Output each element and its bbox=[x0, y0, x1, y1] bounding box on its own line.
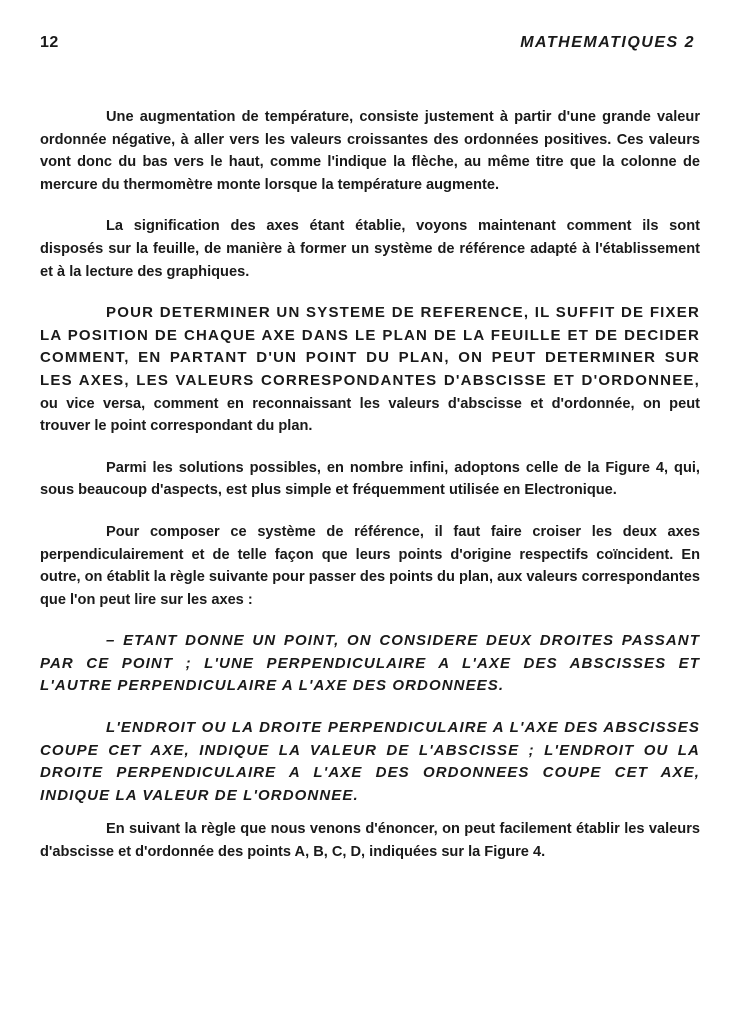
reference-system-rest: ou vice versa, comment en reconnaissant les valeurs d'abscisse et d'ordonnée, on peut trouver le point correspondant du plan. bbox=[40, 395, 700, 435]
reference-system-rule: POUR DETERMINER UN SYSTEME DE REFERENCE, IL SUFFIT DE FIXER LA POSITION DE CHAQUE AXE DANS LE PLAN DE LA FEUILLE ET DE DECIDER COMMENT, EN PARTANT D'UN POINT DU PLAN, ON PEUT DETERMINER SUR LES AXES, LES VALEURS CORRESPONDANTES D'ABSCISSE ET D'ORDONNEE, bbox=[40, 304, 700, 389]
rule-intersection: L'ENDROIT OU LA DROITE PERPENDICULAIRE A L'AXE DES ABSCISSES COUPE CET AXE, INDIQUE LA VALEUR DE L'ABSCISSE ; L'ENDROIT OU LA DROITE PERPENDICULAIRE A L'AXE DES ORDONNEES COUPE CET AXE, INDIQUE LA VALEUR DE L'ORDONNEE. bbox=[40, 719, 700, 804]
paragraph-figure-4-solution: Parmi les solutions possibles, en nombre infini, adoptons celle de la Figure 4, qui, sous beaucoup d'aspects, est plus simple et fréquemment utilisée en Electronique. bbox=[40, 459, 700, 499]
running-title: MATHEMATIQUES 2 bbox=[520, 34, 695, 51]
page-number: 12 bbox=[40, 34, 59, 51]
rule-two-lines: – ETANT DONNE UN POINT, ON CONSIDERE DEUX DROITES PASSANT PAR CE POINT ; L'UNE PERPENDICULAIRE A L'AXE DES ABSCISSES ET L'AUTRE PERPENDICULAIRE A L'AXE DES ORDONNEES. bbox=[40, 632, 700, 695]
paragraph-axes-disposition: La signification des axes étant établie, voyons maintenant comment ils sont disposés sur la feuille, de manière à former un système de référence adapté à l'établissement et à la lecture des graphiques. bbox=[40, 218, 700, 280]
body-text bbox=[40, 106, 700, 864]
paragraph-compose-system: Pour composer ce système de référence, il faut faire croiser les deux axes perpendiculairement et de telle façon que leurs points d'origine respectifs coïncident. En outre, on établit la règle suivante pour passer des points du plan, aux valeurs correspondantes que l'on peut lire sur les axes : bbox=[40, 523, 700, 608]
paragraph-reference-system bbox=[40, 302, 700, 438]
paragraph-temperature: Une augmentation de température, consiste justement à partir d'une grande valeur ordonnée négative, à aller vers les valeurs croissantes des ordonnées positives. Ces valeurs vont donc du bas vers le haut, comme l'indique la flèche, au même titre que la colonne de mercure du thermomètre monte lorsque la température augmente. bbox=[40, 109, 700, 193]
page-header bbox=[40, 34, 695, 56]
paragraph-points-abcd: En suivant la règle que nous venons d'énoncer, on peut facilement établir les valeurs d'abscisse et d'ordonnée des points A, B, C, D, indiquées sur la Figure 4. bbox=[40, 821, 700, 861]
